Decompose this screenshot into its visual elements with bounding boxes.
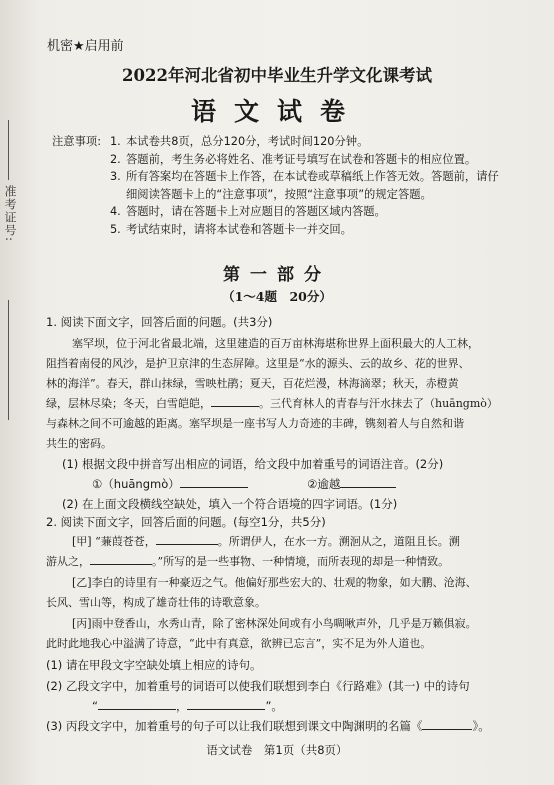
part-title: 第一部分: [223, 265, 331, 285]
passage-line: [甲] “蒹葭苍苍， 。所谓伊人，在水一方。溯洄从之，道阻且长。溯: [72, 535, 460, 548]
question-2-sub-1: (1) 请在甲段文字空缺处填上相应的诗句。: [46, 658, 262, 672]
question-1-sub-1-answers: ①（huāngmò） ②逾越: [92, 475, 396, 494]
passage-line: 塞罕坝，位于河北省最北端，这里建造的百万亩林海堪称世界上面积最大的人工林，: [72, 337, 479, 350]
passage-line: 绿，层林尽染；冬天，白雪皑皑， 。三代育林人的青春与汗水抹去了（huāngmò）: [46, 397, 498, 410]
passage-line: 林的海洋”。春天，群山抹绿，雪映杜鹃；夏天，百花烂漫，林海滴翠；秋天，赤橙黄: [46, 377, 459, 390]
passage-line: 游从之， 。”所写的是一些事物、一种情境，而所表现的却是一种情致。: [46, 555, 450, 568]
page-footer: 语文试卷 第1页（共8页）: [206, 743, 348, 757]
passage-line: 共生的密码。: [46, 437, 112, 450]
note-item: 注意事项: 1. 本试卷共8页，总分120分，考试时间120分钟。: [52, 133, 512, 151]
answer-blank[interactable]: [90, 564, 152, 565]
exam-notes: [52, 133, 512, 238]
answer-blank[interactable]: [180, 487, 248, 488]
passage-line: 阻挡着南侵的风沙，是护卫京津的生态屏障。这里是“水的源头、云的故乡、花的世界、: [46, 357, 470, 370]
question-2-sub-3: (3) 丙段文字中，加着重号的句子可以让我们联想到课文中陶渊明的名篇《 》。: [46, 719, 490, 733]
answer-blank[interactable]: [211, 406, 259, 407]
exam-title: 2022年河北省初中毕业生升学文化课考试: [122, 66, 432, 85]
note-item: 2. 答题前，考生务必将姓名、准考证号填写在试卷和答题卡的相应位置。: [110, 152, 477, 166]
passage-line: [丙]雨中登香山，水秀山青，除了密林深处间或有小鸟啁啾声外，几乎是万籁俱寂。: [72, 617, 477, 630]
binding-line-bottom: [8, 300, 9, 420]
note-item: 4. 答题时，请在答题卡上对应题目的答题区域内答题。: [110, 205, 386, 218]
question-1-sub-1: (1) 根据文段中拼音写出相应的词语，给文段中加着重号的词语注音。(2分): [62, 457, 444, 471]
binding-line-top: [8, 120, 9, 180]
answer-blank[interactable]: [156, 544, 218, 545]
passage-line: [乙]李白的诗里有一种豪迈之气。他偏好那些宏大的、壮观的物象，如大鹏、沧海、: [72, 576, 477, 589]
question-1-sub-2: (2) 在上面文段横线空缺处，填入一个符合语境的四字词语。(1分): [62, 497, 398, 511]
notes-label: 注意事项:: [52, 135, 101, 148]
candidate-number-label: 准考证号:: [3, 185, 17, 243]
subject-title: 语文试卷: [190, 97, 363, 126]
passage-line: 此时此地我心中溢满了诗意，“此中有真意，欲辨已忘言”，实不足为外人道也。: [46, 637, 432, 650]
note-item: 5. 考试结束时，请将本试卷和答题卡一并交回。: [110, 222, 352, 236]
note-item: 3. 所有答案均在答题卡上作答，在本试卷或草稿纸上作答无效。答题前，请仔: [110, 170, 499, 183]
question-2-stem: 2. 阅读下面文字，回答后面的问题。(每空1分，共5分): [46, 515, 326, 529]
passage-line: 与森林之间不可逾越的距离。塞罕坝是一座书写人力奇迹的丰碑，镌刻着人与自然和谐: [46, 417, 464, 430]
question-2-sub-2-answers: “ ， ”。: [92, 699, 283, 713]
question-2-sub-2: (2) 乙段文字中，加着重号的词语可以使我们联想到李白《行路难》(其一) 中的诗句: [46, 679, 470, 693]
answer-blank[interactable]: [98, 709, 176, 710]
answer-blank[interactable]: [422, 729, 472, 730]
confidential-mark: 机密★启用前: [47, 39, 124, 54]
answer-blank[interactable]: [187, 709, 265, 710]
note-item: 细阅读答题卡上的“注意事项”，按照“注意事项”的规定答题。: [126, 187, 432, 201]
answer-blank[interactable]: [340, 487, 396, 488]
passage-line: 长风、雪山等，构成了雄奇壮伟的诗歌意象。: [46, 596, 266, 609]
part-subtitle: （1～4题 20分）: [222, 289, 332, 304]
question-1-stem: 1. 阅读下面文字，回答后面的问题。(共3分): [46, 315, 273, 329]
